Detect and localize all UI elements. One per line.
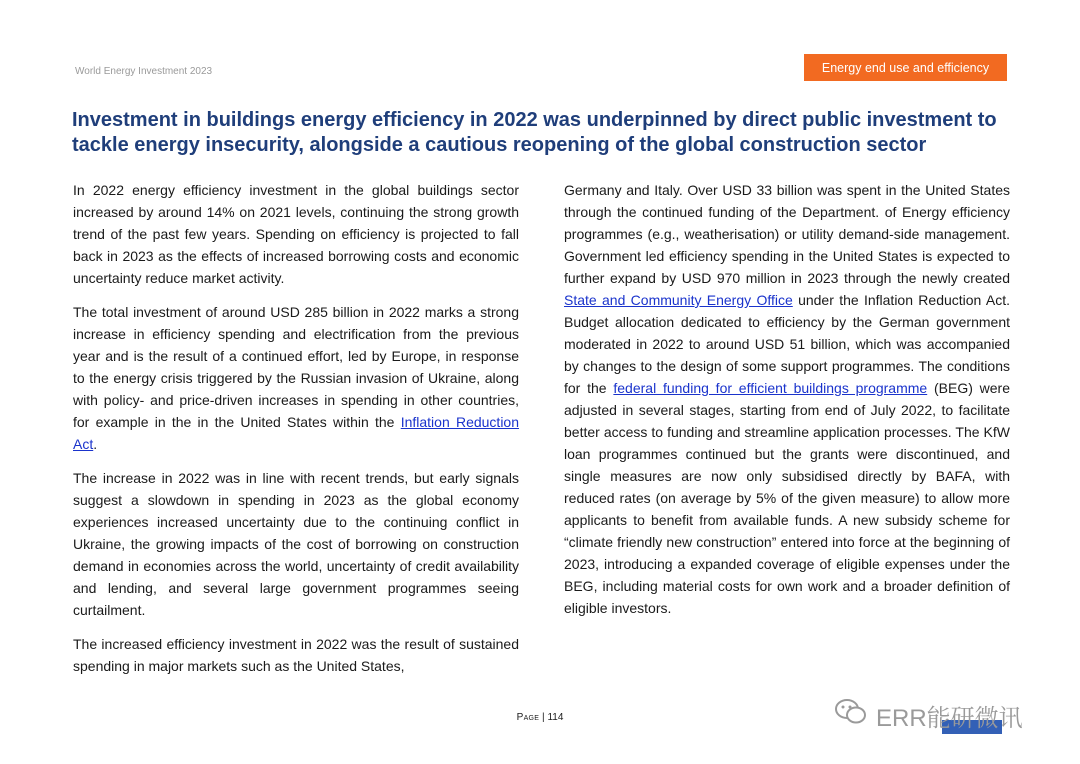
state-community-energy-office-link[interactable]: State and Community Energy Office <box>564 292 793 308</box>
right-column <box>564 179 1010 631</box>
paragraph-text: . <box>93 436 98 452</box>
paragraph-text: The total investment of around USD 285 billion in 2022 marks a strong increase in efficiency spending and electrification from the previous year and is the result of a continued effort, led by Europe, in response to the energy crisis triggered by the Russian invasion of Ukraine, along with policy- and price-driven increases in spending in other countries, for example in the in the United States within the <box>73 304 519 430</box>
wechat-icon <box>834 698 868 733</box>
paragraph-text: Germany and Italy. Over USD 33 billion was spent in the United States through the continued funding of the Department. of Energy efficiency programmes (e.g., weatherisation) or utility demand-side management. Government led efficiency spending in the United States is expected to further expand by USD 970 million in 2023 through the newly created <box>564 182 1010 286</box>
inflation-reduction-act-link[interactable]: Inflation Reduction Act <box>73 414 520 452</box>
section-badge: Energy end use and efficiency <box>804 54 1007 81</box>
federal-funding-link[interactable]: federal funding for efficient buildings programme <box>613 380 928 396</box>
paragraph: The increased efficiency investment in 2022 was the result of sustained spending in major markets such as the United States, <box>73 636 519 674</box>
page-separator: | <box>542 712 545 723</box>
page-number: 114 <box>547 712 564 723</box>
page-title: Investment in buildings energy efficiency in 2022 was underpinned by direct public investment to tackle energy insecurity, alongside a cautious reopening of the global construction sector <box>72 109 997 156</box>
paragraph-text: (BEG) were adjusted in several stages, starting from end of July 2022, to facilitate better access to funding and streamline application processes. The KfW loan programmes continued but the grants were discontinued, and single measures are now only subsidised directly by BAFA, with reduced rates (on average by 5% of the given measure) to allow more applicants to benefit from available funds. A new subsidy scheme for “climate friendly new construction” entered into force at the beginning of 2023, introducing a expanded coverage of eligible expenses under the BEG, including material costs for own work and a broader definition of eligible investors. <box>564 380 1011 616</box>
paragraph: In 2022 energy efficiency investment in the global buildings sector increased by around 14% on 2021 levels, continuing the strong growth trend of the past few years. Spending on efficiency is projected to fall back in 2023 as the effects of increased borrowing costs and economic uncertainty reduce market activity. <box>73 182 519 286</box>
paragraph: The increase in 2022 was in line with recent trends, but early signals suggest a slowdown in spending in 2023 as the global economy experiences increased uncertainty due to the continuing conflict in Ukraine, the growing impacts of the cost of borrowing on construction demand in economies across the world, uncertainty of credit availability and lending, and several large government programmes seeing curtailment. <box>73 470 519 618</box>
watermark <box>834 698 1023 733</box>
watermark-text: ERR能研微讯 <box>876 705 1023 732</box>
left-column <box>73 179 519 689</box>
page-label: Page <box>516 712 540 723</box>
paragraph <box>564 179 1010 619</box>
paragraph-text: under the Inflation Reduction Act. Budget allocation dedicated to efficiency by the German government moderated in 2022 to around USD 51 billion, which was accompanied by changes to the design of some support programmes. The conditions for the <box>564 292 1011 396</box>
report-name: World Energy Investment 2023 <box>75 66 213 77</box>
paragraph <box>73 301 519 455</box>
